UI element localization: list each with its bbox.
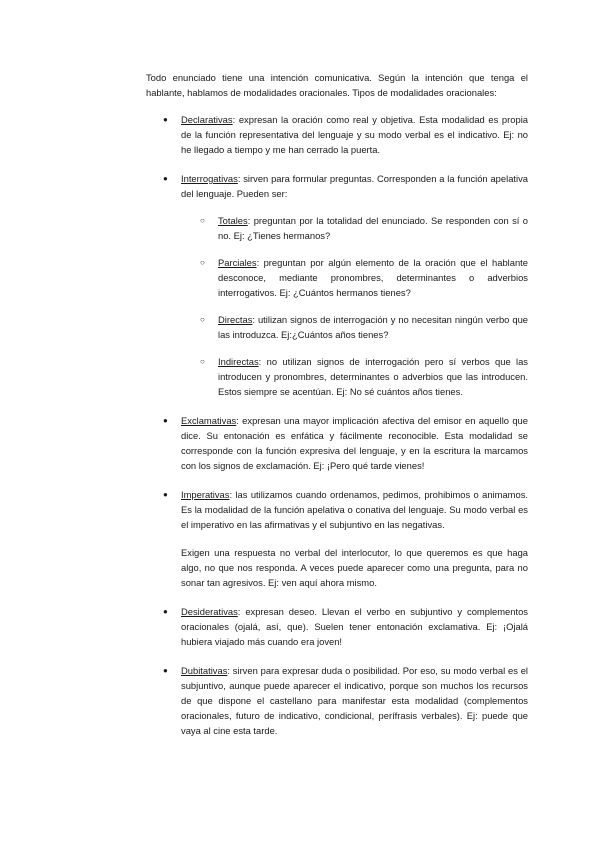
bullet-icon: ●: [163, 115, 168, 124]
bullet-icon: ●: [163, 416, 168, 425]
term-interrogativas: Interrogativas: [181, 173, 238, 184]
term-declarativas: Declarativas: [181, 114, 233, 125]
list-item-desiderativas: [146, 604, 528, 649]
term-imperativas: Imperativas: [181, 489, 230, 500]
bullet-icon: ●: [163, 490, 168, 499]
definition-text: : las utilizamos cuando ordenamos, pedimos, prohibimos o animamos. Es la modalidad de la función apelativa o conativa del lenguaje. Su modo verbal es el imperativo en las afirmativas y el subjuntivo en las negativas.: [181, 489, 528, 530]
definition-text: : expresan una mayor implicación afectiva del emisor en aquello que dice. Su entonación es enfática y fácilmente reconocible. Esta modalidad se corresponde con la función expresiva del lenguaje, y en la escritura la marcamos con los signos de exclamación. Ej: ¡Pero qué tarde vienes!: [181, 415, 528, 471]
list-item-interrogativas: [146, 171, 528, 399]
definition-text: : expresan deseo. Llevan el verbo en subjuntivo y complementos oracionales (ojalá, así, que). Suelen tener entonación exclamativa. Ej: ¡Ojalá hubiera viajado más cuando era joven!: [181, 606, 528, 647]
list-item-exclamativas: [146, 413, 528, 473]
list-item-dubitativas: [146, 663, 528, 738]
intro-paragraph: Todo enunciado tiene una intención comunicativa. Según la intención que tenga el hablante, hablamos de modalidades oracionales. Tipos de modalidades oracionales:: [146, 72, 528, 98]
term-directas: Directas: [218, 314, 253, 325]
document-body: [146, 70, 528, 752]
circle-bullet-icon: ○: [200, 258, 205, 267]
sublist-item-parciales: [181, 255, 528, 300]
term-parciales: Parciales: [218, 257, 257, 268]
bullet-icon: ●: [163, 666, 168, 675]
definition-text: : utilizan signos de interrogación y no necesitan ningún verbo que las introduzca. Ej:¿Cuántos años tienes?: [218, 314, 528, 340]
modalities-list: [146, 112, 528, 738]
circle-bullet-icon: ○: [200, 315, 205, 324]
definition-text: : no utilizan signos de interrogación pero sí verbos que las introducen y pronombres, determinantes o adverbios que las introducen. Estos siempre se acentúan. Ej: No sé cuántos años tienes.: [218, 356, 528, 397]
list-item-imperativas: [146, 487, 528, 590]
circle-bullet-icon: ○: [200, 357, 205, 366]
sublist-item-indirectas: [181, 354, 528, 399]
circle-bullet-icon: ○: [200, 216, 205, 225]
term-indirectas: Indirectas: [218, 356, 259, 367]
definition-text: : preguntan por algún elemento de la oración que el hablante desconoce, mediante pronombres, determinantes o adverbios interrogativos. Ej: ¿Cuántos hermanos tienes?: [218, 257, 528, 298]
term-dubitativas: Dubitativas: [181, 665, 228, 676]
term-totales: Totales: [218, 215, 248, 226]
definition-text: : preguntan por la totalidad del enunciado. Se responden con sí o no. Ej: ¿Tienes hermanos?: [218, 215, 528, 241]
sublist-item-totales: [181, 213, 528, 243]
imperativas-extra-paragraph: Exigen una respuesta no verbal del interlocutor, lo que queremos es que haga algo, no que nos responda. A veces puede aparecer como una pregunta, para no sonar tan agresivos. Ej: ven aquí ahora mismo.: [181, 547, 528, 588]
definition-text: : sirven para expresar duda o posibilidad. Por eso, su modo verbal es el subjuntivo, aunque puede aparecer el indicativo, porque son muchos los recursos de que dispone el castellano para manifestar esta modalidad (complementos oracionales, futuro de indicativo, condicional, perífrasis verbales). Ej: puede que vaya al cine esta tarde.: [181, 665, 528, 736]
bullet-icon: ●: [163, 607, 168, 616]
definition-text: : sirven para formular preguntas. Corresponden a la función apelativa del lenguaje. Pueden ser:: [181, 173, 528, 199]
term-exclamativas: Exclamativas: [181, 415, 237, 426]
term-desiderativas: Desiderativas: [181, 606, 238, 617]
interrogativas-sublist: [181, 213, 528, 399]
bullet-icon: ●: [163, 174, 168, 183]
sublist-item-directas: [181, 312, 528, 342]
definition-text: : expresan la oración como real y objetiva. Esta modalidad es propia de la función representativa del lenguaje y su modo verbal es el indicativo. Ej: no he llegado a tiempo y me han cerrado la puerta.: [181, 114, 528, 155]
list-item-declarativas: [146, 112, 528, 157]
